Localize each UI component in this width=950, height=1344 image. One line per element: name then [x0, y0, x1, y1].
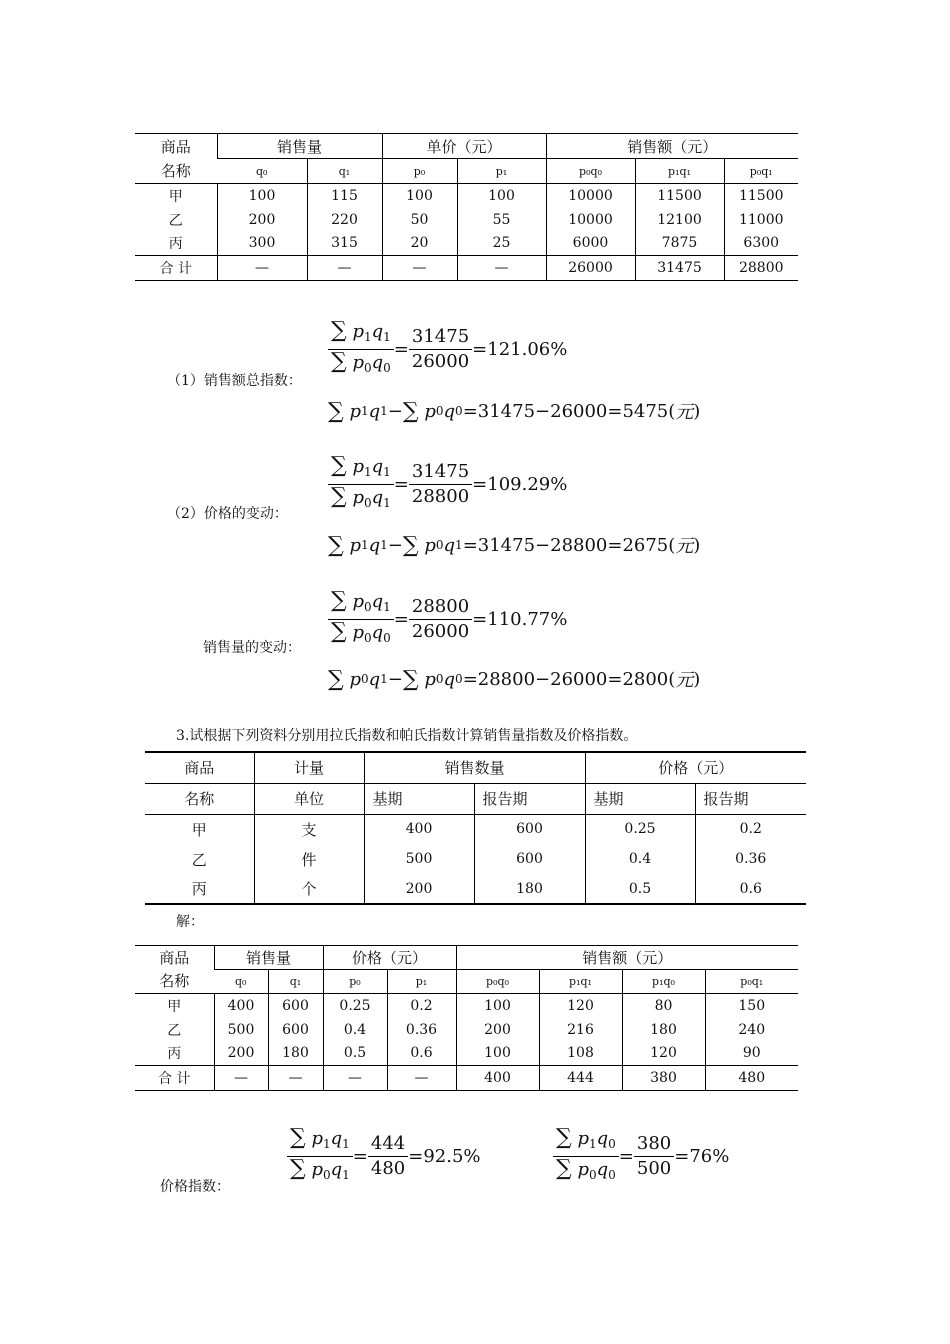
formula-3-label: 销售量的变动：: [203, 640, 301, 656]
pi-b-result: =76%: [674, 1146, 730, 1167]
cell: 200: [456, 1018, 539, 1042]
cell: 0.4: [585, 844, 695, 874]
header-price: 单价（元）: [382, 134, 546, 159]
cell: 6000: [546, 232, 635, 256]
table-row: [135, 994, 798, 1018]
table-row: [135, 1018, 798, 1042]
table-row: [135, 1042, 798, 1066]
sub-p1q1: p₁q₁: [635, 159, 724, 184]
cell: 丙: [191, 880, 207, 898]
cell: 500: [214, 1018, 268, 1042]
cell: 0.2: [387, 994, 456, 1018]
formula-1-ratio: $\frac{\sum p_1q_1}{\sum p_0q_0}$ = $\frac{31475}{26000}$ =121.06%: [328, 320, 567, 379]
cell: —: [268, 1066, 323, 1091]
cell: 6300: [724, 232, 798, 256]
cell: 0.5: [323, 1042, 387, 1066]
cell: 丙: [167, 1046, 182, 1063]
cell: 11000: [724, 208, 798, 232]
cell: 乙: [168, 212, 183, 229]
cell: 444: [539, 1066, 622, 1091]
price-index-label: 价格指数：: [160, 1179, 230, 1195]
cell: 0.5: [585, 874, 695, 904]
formula-2-ratio: $\frac{\sum p_1q_1}{\sum p_0q_1}$ = $\frac{31475}{28800}$ =109.29%: [328, 455, 567, 514]
cell: 个: [254, 874, 364, 904]
sub-p1: p₁: [457, 159, 546, 184]
formula-2-label: （2）价格的变动：: [167, 506, 288, 522]
cell: —: [323, 1066, 387, 1091]
cell: 0.36: [695, 844, 806, 874]
table-row: [145, 814, 806, 844]
total-row: [135, 256, 798, 281]
cell: 50: [382, 208, 457, 232]
solution-label: 解：: [176, 914, 204, 930]
pi-a-den: 480: [370, 1158, 406, 1179]
cell: 200: [364, 874, 474, 904]
cell: 100: [456, 1042, 539, 1066]
f1-diff-value: =31475−26000=5475: [462, 400, 669, 422]
unit: 元: [675, 536, 694, 557]
cell: 600: [474, 814, 585, 844]
cell: 220: [307, 208, 382, 232]
cell: 0.25: [323, 994, 387, 1018]
cell: 10000: [546, 184, 635, 208]
sub-p0: p₀: [323, 970, 387, 994]
cell: 90: [705, 1042, 798, 1066]
header-name: 商品 名称: [159, 948, 190, 990]
pi-a-result: =92.5%: [408, 1146, 481, 1167]
cell: —: [214, 1066, 268, 1091]
cell: 180: [474, 874, 585, 904]
cell: 480: [705, 1066, 798, 1091]
cell: 55: [457, 208, 546, 232]
f3-num: 28800: [409, 596, 472, 620]
header-amount: 销售额（元）: [456, 946, 798, 970]
header-price: 价格（元）: [323, 946, 456, 970]
price-index-paasche: $\frac{\sum p_1q_1}{\sum p_0q_1}$ = $\frac{444}{480}$ =92.5%: [287, 1127, 481, 1186]
cell: 合 计: [158, 1071, 191, 1087]
f2-diff-value: =31475−28800=2675: [462, 534, 669, 556]
cell: 150: [705, 994, 798, 1018]
pi-b-num: 380: [634, 1133, 674, 1157]
cell: 20: [382, 232, 457, 256]
cell: 11500: [724, 184, 798, 208]
cell: —: [387, 1066, 456, 1091]
f2-result: =109.29%: [472, 474, 568, 495]
cell: 12100: [635, 208, 724, 232]
total-row: [135, 1066, 798, 1091]
table-row: [135, 232, 798, 256]
cell: —: [382, 256, 457, 281]
sub-p0q0: p₀q₀: [546, 159, 635, 184]
table-row: [145, 844, 806, 874]
f1-result: =121.06%: [472, 339, 568, 360]
header-amount: 销售额（元）: [546, 134, 798, 159]
sub-p1q1: p₁q₁: [539, 970, 622, 994]
cell: 180: [268, 1042, 323, 1066]
cell: 240: [705, 1018, 798, 1042]
sales-table-3: [135, 945, 798, 1091]
formula-1-label: （1）销售额总指数：: [167, 373, 302, 389]
cell: —: [217, 256, 307, 281]
cell: 108: [539, 1042, 622, 1066]
f2-num: 31475: [409, 461, 472, 485]
cell: 600: [268, 1018, 323, 1042]
cell: 26000: [546, 256, 635, 281]
sub-p0q1: p₀q₁: [724, 159, 798, 184]
sub-p1: p₁: [387, 970, 456, 994]
cell: 乙: [191, 850, 207, 869]
cell: 216: [539, 1018, 622, 1042]
cell: 315: [307, 232, 382, 256]
formula-3-diff: ∑ p 0 q 1 − ∑ p 0 q 0 =28800−26000=2800 ( 元 ): [328, 666, 701, 692]
header-qty: 销售量: [214, 946, 323, 970]
header-base-price: 基期: [585, 783, 695, 814]
cell: 400: [456, 1066, 539, 1091]
cell: 200: [217, 208, 307, 232]
pi-b-den: 500: [636, 1158, 672, 1179]
cell: 120: [539, 994, 622, 1018]
sub-p0: p₀: [382, 159, 457, 184]
cell: 0.4: [323, 1018, 387, 1042]
header-report-price: 报告期: [695, 783, 806, 814]
table-row: [135, 208, 798, 232]
cell: 380: [622, 1066, 705, 1091]
cell: 11500: [635, 184, 724, 208]
price-index-laspeyres: $\frac{\sum p_1q_0}{\sum p_0q_0}$ = $\frac{380}{500}$ =76%: [553, 1127, 729, 1186]
question-3: 3.试根据下列资料分别用拉氏指数和帕氏指数计算销售量指数及价格指数。: [176, 728, 638, 744]
cell: 100: [456, 994, 539, 1018]
header-price: 价格（元）: [585, 752, 806, 783]
sub-p0q0: p₀q₀: [456, 970, 539, 994]
f3-result: =110.77%: [472, 609, 568, 630]
cell: 400: [364, 814, 474, 844]
table-row: [135, 184, 798, 208]
formula-3-ratio: $\frac{\sum p_0q_1}{\sum p_0q_0}$ = $\frac{28800}{26000}$ =110.77%: [328, 590, 567, 649]
unit: 元: [675, 670, 694, 691]
f2-den: 28800: [411, 486, 470, 507]
pi-a-num: 444: [368, 1133, 408, 1157]
table-row: [145, 874, 806, 904]
cell: —: [457, 256, 546, 281]
f3-diff-value: =28800−26000=2800: [462, 668, 669, 690]
cell: —: [307, 256, 382, 281]
cell: 合 计: [159, 261, 192, 277]
cell: 10000: [546, 208, 635, 232]
f1-den: 26000: [411, 351, 470, 372]
cell: 31475: [635, 256, 724, 281]
cell: 80: [622, 994, 705, 1018]
cell: 7875: [635, 232, 724, 256]
cell: 甲: [168, 188, 183, 205]
cell: 400: [214, 994, 268, 1018]
header-qty: 销售量: [217, 134, 382, 159]
header-name: 商品: [184, 759, 215, 778]
unit: 元: [675, 402, 694, 423]
cell: 支: [254, 814, 364, 844]
f1-num: 31475: [409, 326, 472, 350]
sub-q0: q₀: [235, 975, 247, 988]
header-name-2: 名称: [184, 790, 215, 808]
cell: 600: [268, 994, 323, 1018]
sub-q1: q₁: [307, 159, 382, 184]
f3-den: 26000: [411, 621, 470, 642]
cell: 甲: [167, 998, 182, 1015]
cell: 28800: [724, 256, 798, 281]
header-name: 商品 名称: [160, 137, 191, 180]
header-base: 基期: [364, 783, 474, 814]
cell: 100: [457, 184, 546, 208]
cell: 115: [307, 184, 382, 208]
cell: 600: [474, 844, 585, 874]
sub-q1: q₁: [268, 970, 323, 994]
cell: 25: [457, 232, 546, 256]
sales-table-1: [135, 133, 798, 281]
cell: 0.6: [387, 1042, 456, 1066]
formula-1-diff: ∑ p 1 q 1 − ∑ p 0 q 0 =31475−26000=5475 ( 元 ): [328, 398, 701, 424]
cell: 120: [622, 1042, 705, 1066]
header-unit: 计量: [254, 752, 364, 783]
sub-p1q0: p₁q₀: [622, 970, 705, 994]
cell: 0.2: [695, 814, 806, 844]
data-table-2: [145, 751, 806, 905]
cell: 丙: [168, 236, 183, 253]
formula-2-diff: ∑ p 1 q 1 − ∑ p 0 q 1 =31475−28800=2675 ( 元 ): [328, 532, 701, 558]
cell: 100: [382, 184, 457, 208]
cell: 乙: [167, 1022, 182, 1039]
sub-p0q1: p₀q₁: [705, 970, 798, 994]
header-unit-2: 单位: [254, 783, 364, 814]
header-report: 报告期: [474, 783, 585, 814]
cell: 180: [622, 1018, 705, 1042]
cell: 100: [217, 184, 307, 208]
sub-q0: q₀: [256, 164, 268, 178]
cell: 0.36: [387, 1018, 456, 1042]
cell: 甲: [191, 820, 207, 839]
cell: 500: [364, 844, 474, 874]
cell: 件: [254, 844, 364, 874]
cell: 0.25: [585, 814, 695, 844]
cell: 0.6: [695, 874, 806, 904]
header-sales-qty: 销售数量: [364, 752, 585, 783]
cell: 300: [217, 232, 307, 256]
cell: 200: [214, 1042, 268, 1066]
